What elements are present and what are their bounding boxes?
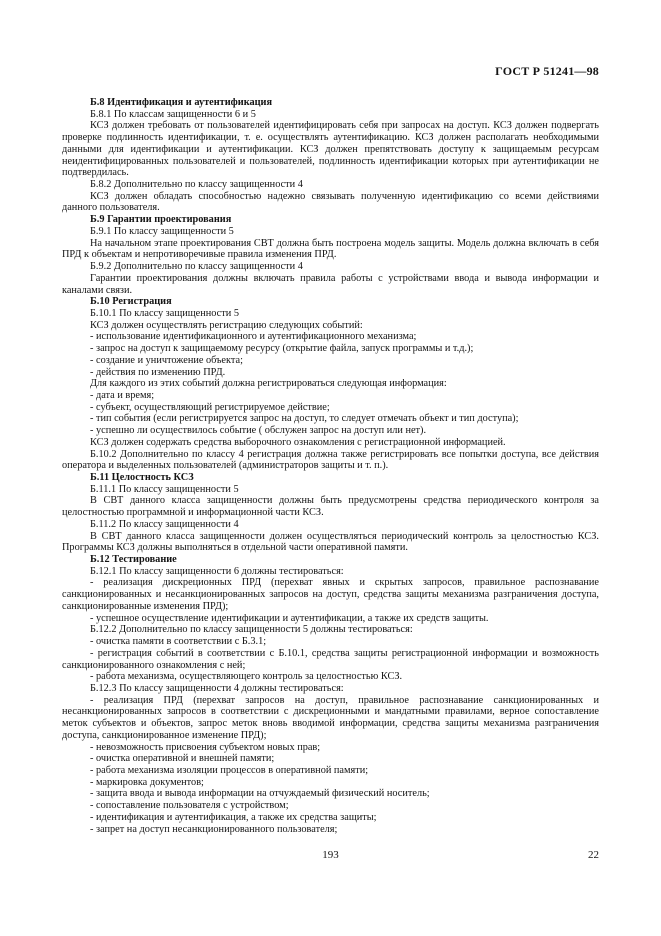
paragraph: - действия по изменению ПРД. [90,366,226,378]
paragraph: - защита ввода и вывода информации на отчуждаемый физический носитель; [90,788,430,800]
paragraph: Б.12.3 По классу защищенности 4 должны тестироваться: [90,682,344,694]
paragraph: В СВТ данного класса защищенности должны быть предусмотрены средства периодического контроля за целостностью программной и информационной части КСЗ. [62,495,599,519]
paragraph: - регистрация событий в соответствии с Б.10.1, средства защиты регистрационной информации и возможность санкционированного ознакомления с ней; [62,647,599,671]
paragraph: Б.12.1 По классу защищенности 6 должны тестироваться: [90,565,344,577]
paragraph: - невозможность присвоения субъектом новых прав; [90,741,321,753]
paragraph: - запрос на доступ к защищаемому ресурсу (открытие файла, запуск программы и т.д.); [90,343,474,355]
paragraph: КСЗ должен осуществлять регистрацию следующих событий: [90,319,363,331]
paragraph: Б.10.1 По классу защищенности 5 [90,307,239,319]
paragraph: - успешно ли осуществилось событие ( обслужен запрос на доступ или нет). [90,425,427,437]
paragraph: - реализация дискреционных ПРД (перехват явных и скрытых запросов, правильное распознавание санкционированных и несанкционированных запросов на доступ, средства защиты механизма разграничения доступа, санкционированные изменения ПРД); [62,577,599,612]
paragraph: Гарантии проектирования должны включать правила работы с устройствами ввода и вывода информации и каналами связи. [62,272,599,296]
paragraph: - создание и уничтожение объекта; [90,354,243,366]
section-heading: Б.11 Целостность КСЗ [90,472,194,483]
page-number: 193 [322,849,339,861]
document-header: ГОСТ Р 51241—98 [495,64,599,78]
paragraph: - реализация ПРД (перехват запросов на доступ, правильное распознавание санкционированных и несанкционированных запросов в соответствии с дискреционными и мандатными правилами, верное сопоставление меток субъектов и объектов, запрос меток вновь вводимой информации, средства защиты механизма разграничения доступа, санкционированное изменение ПРД); [62,694,599,741]
paragraph: - субъект, осуществляющий регистрируемое действие; [90,401,330,413]
paragraph: - идентификация и аутентификация, а также их средства защиты; [90,811,377,823]
paragraph: - сопоставление пользователя с устройством; [90,800,289,812]
paragraph: Б.10.2 Дополнительно по классу 4 регистрация должна также регистрировать все попытки доступа, все действия оператора и выделенных пользователей (администраторов защиты и т. п.). [62,448,599,472]
paragraph: - очистка оперативной и внешней памяти; [90,753,275,765]
paragraph: - работа механизма изоляции процессов в оперативной памяти; [90,764,369,776]
paragraph: Б.12.2 Дополнительно по классу защищенности 5 должны тестироваться: [90,624,413,636]
section-heading: Б.10 Регистрация [90,296,172,308]
paragraph: Б.9.2 Дополнительно по классу защищенности 4 [90,261,303,273]
paragraph: Б.11.1 По классу защищенности 5 [90,483,239,495]
paragraph: КСЗ должен требовать от пользователей идентифицировать себя при запросах на доступ. КСЗ должен подвергать проверке подлинность идентификации, т. е. осуществлять аутентификацию. КСЗ должен располагать необходимыми данными для идентификации и аутентификации. КСЗ должен препятствовать доступу к защищаемым ресурсам неидентифицированных пользователей и пользователей, подлинность идентификации которых при аутентификации не подтвердилась. [62,120,599,179]
paragraph: В СВТ данного класса защищенности должен осуществляться периодический контроль за целостностью КСЗ. Программы КСЗ должны выполняться в отдельной части оперативной памяти. [62,530,599,554]
document-body [62,97,599,835]
paragraph: - очистка памяти в соответствии с Б.3.1; [90,636,267,648]
paragraph: Б.8.2 Дополнительно по классу защищенности 4 [90,179,303,191]
paragraph: - маркировка документов; [90,776,204,788]
paragraph: - запрет на доступ несанкционированного пользователя; [90,823,338,835]
paragraph: - дата и время; [90,389,155,401]
paragraph: - успешное осуществление идентификации и аутентификации, а также их средств защиты. [90,612,489,624]
paragraph: КСЗ должен обладать способностью надежно связывать полученную идентификацию со всеми действиями данного пользователя. [62,190,599,214]
paragraph: Б.9.1 По классу защищенности 5 [90,225,234,237]
paragraph: На начальном этапе проектирования СВТ должна быть построена модель защиты. Модель должна включать в себя ПРД к объектам и непротиворечивые правила изменения ПРД. [62,237,599,261]
paragraph: КСЗ должен содержать средства выборочного ознакомления с регистрационной информацией. [90,436,506,448]
sheet-number: 22 [588,849,599,861]
section-heading: Б.12 Тестирование [90,554,177,566]
paragraph: Для каждого из этих событий должна регистрироваться следующая информация: [90,378,447,390]
paragraph: Б.11.2 По классу защищенности 4 [90,518,239,530]
paragraph: - работа механизма, осуществляющего контроль за целостностью КСЗ. [90,671,403,683]
paragraph: - тип события (если регистрируется запрос на доступ, то следует отмечать объект и тип доступа); [90,413,519,425]
paragraph: - использование идентификационного и аутентификационного механизма; [90,331,417,343]
section-heading: Б.8 Идентификация и аутентификация [90,97,273,108]
section-heading: Б.9 Гарантии проектирования [90,214,232,226]
paragraph: Б.8.1 По классам защищенности 6 и 5 [90,108,256,120]
